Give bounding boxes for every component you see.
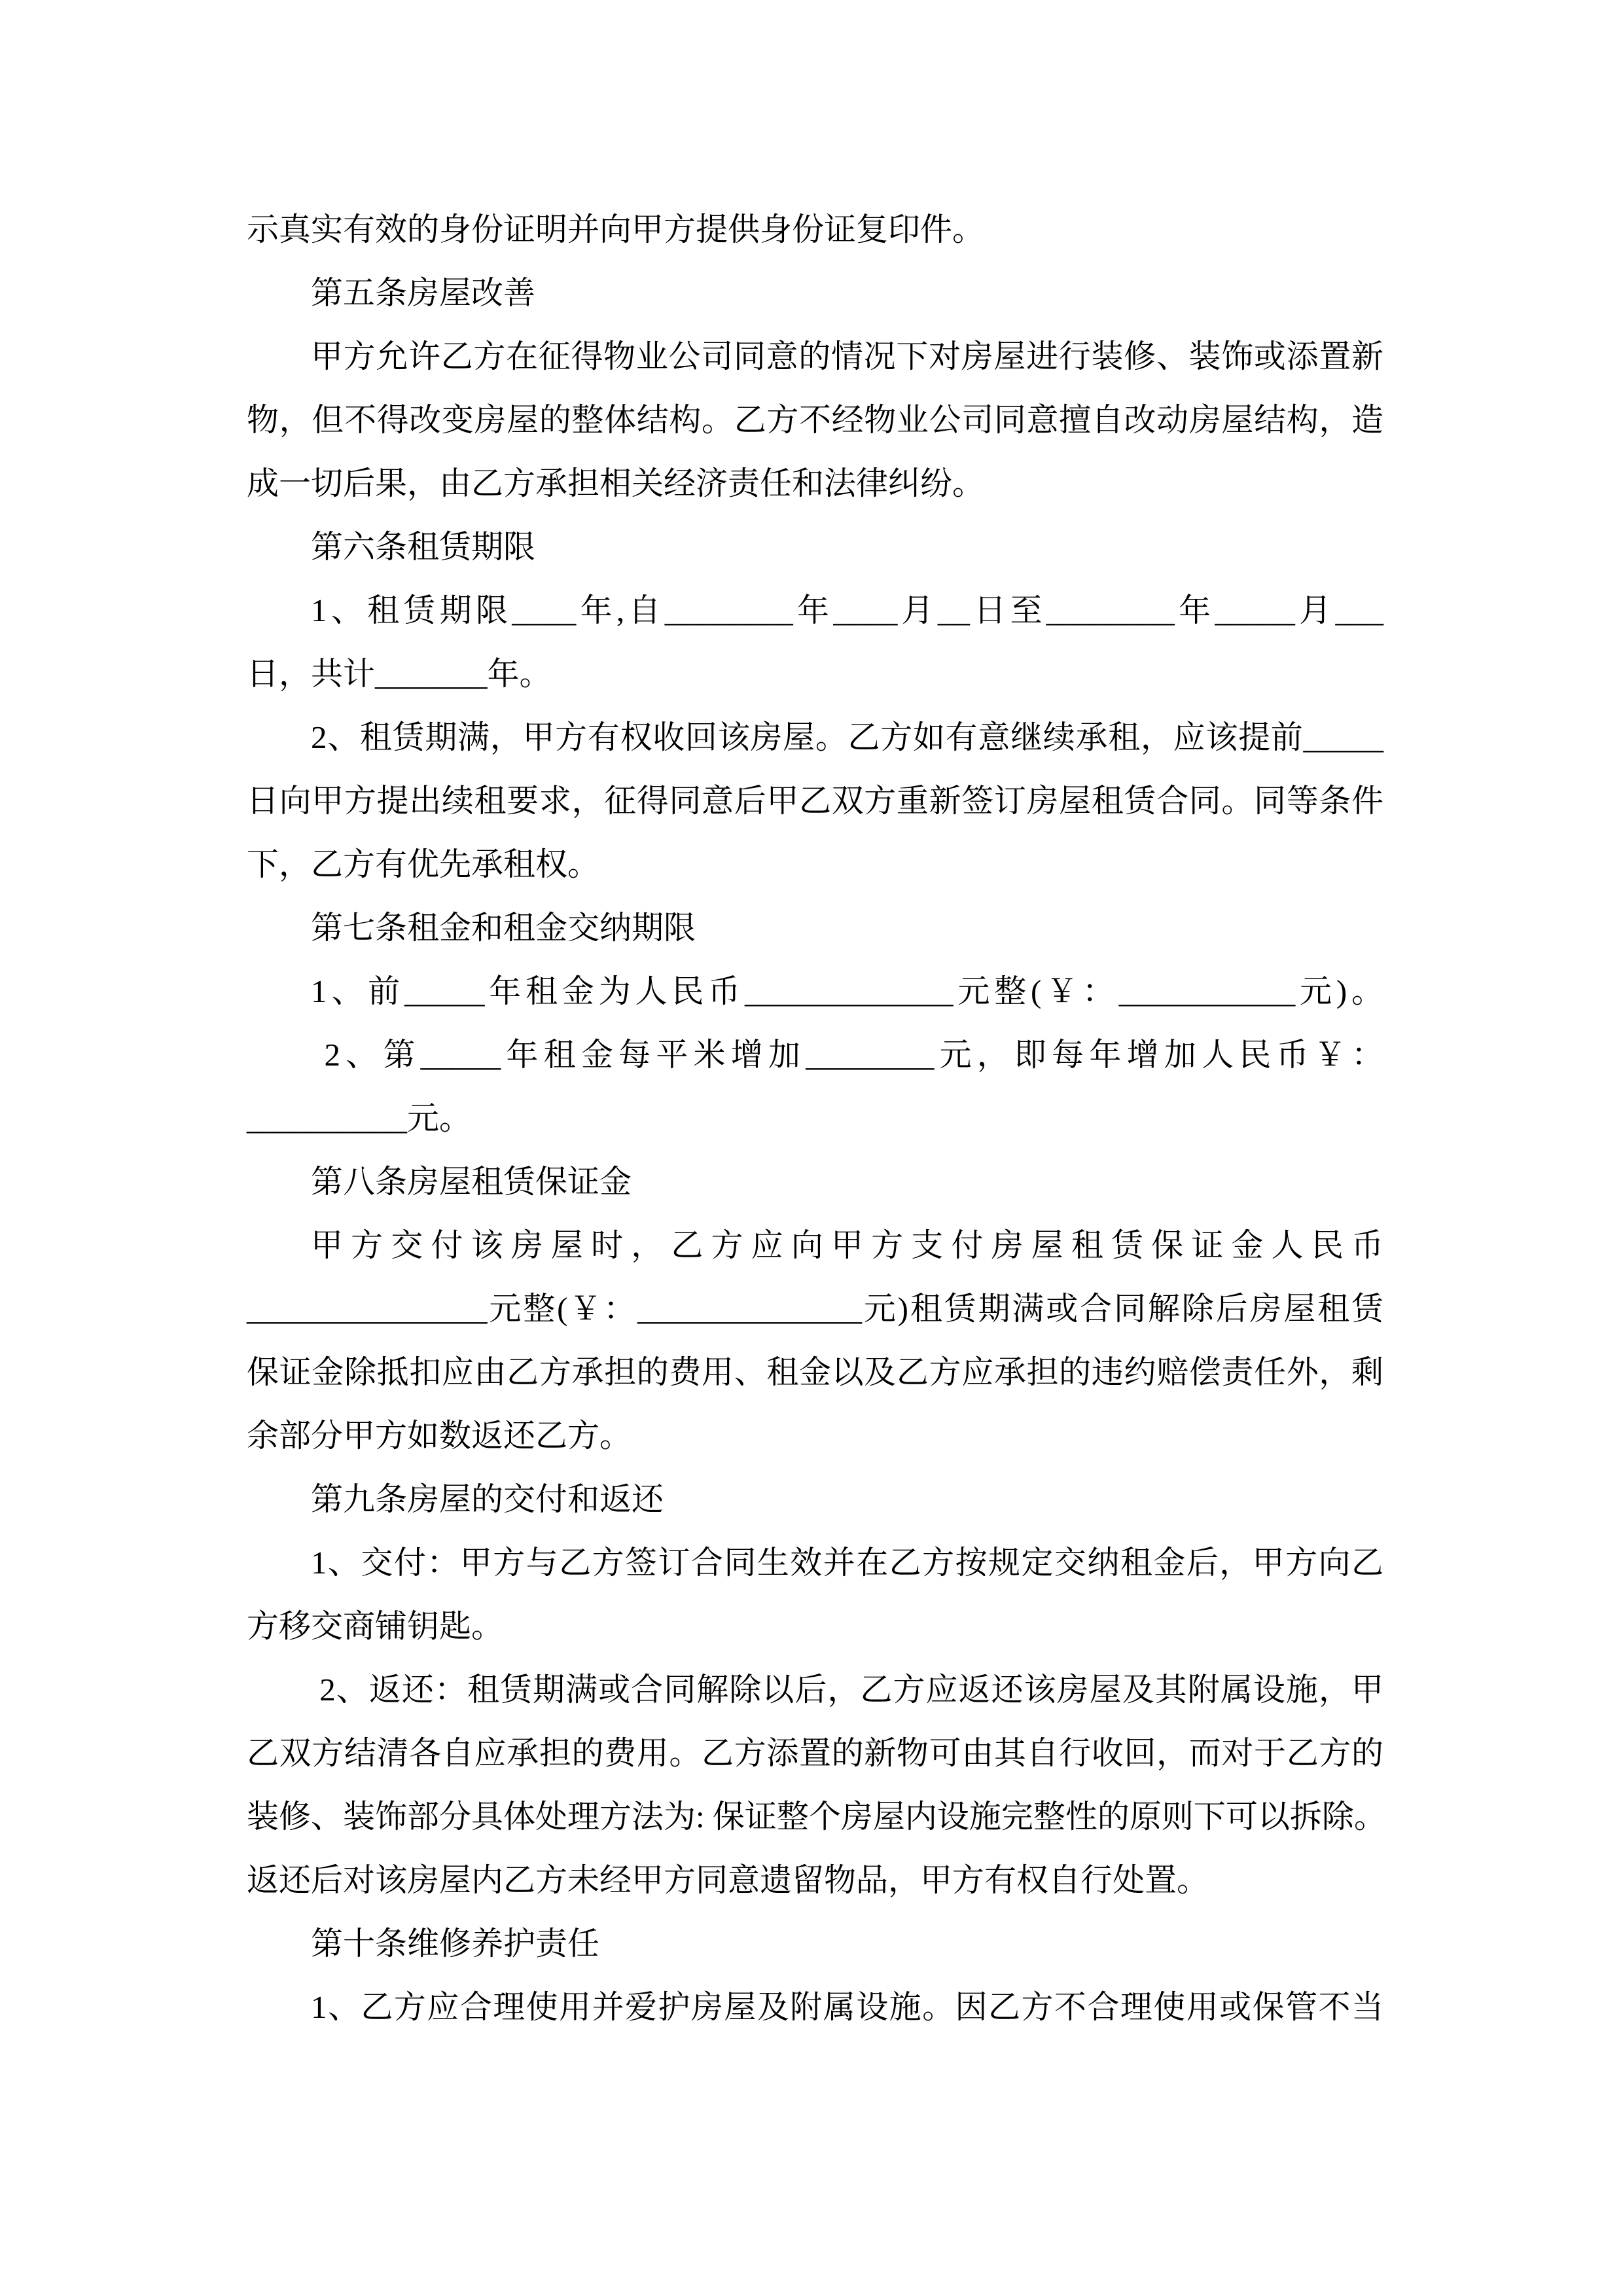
- paragraph-line: 甲方交付该房屋时，乙方应向甲方支付房屋租赁保证金人民币: [311, 1227, 1383, 1263]
- paragraph-line: 下，乙方有优先承租权。: [247, 846, 600, 882]
- paragraph-line: 1、租赁期限____年,自________年____月__日至________年_____月___: [311, 592, 1383, 628]
- clause-8-heading: 第八条房屋租赁保证金: [311, 1164, 632, 1200]
- paragraph-line: 2、第_____年租金每平米增加________元，即每年增加人民币￥：: [311, 1037, 1383, 1073]
- paragraph-line: 2、返还：租赁期满或合同解除以后，乙方应返还该房屋及其附属设施，甲: [311, 1672, 1383, 1708]
- paragraph-line: 保证金除抵扣应由乙方承担的费用、租金以及乙方应承担的违约赔偿责任外，剩: [247, 1354, 1383, 1390]
- paragraph-line: _______________元整(￥：______________元)租赁期满或合同解除后房屋租赁: [247, 1291, 1383, 1327]
- clause-9-heading: 第九条房屋的交付和返还: [311, 1481, 664, 1517]
- paragraph-line: 物，但不得改变房屋的整体结构。乙方不经物业公司同意擅自改动房屋结构，造: [247, 402, 1383, 438]
- paragraph-line: __________元。: [247, 1100, 472, 1136]
- contract-body: [247, 198, 1386, 2039]
- clause-10-heading: 第十条维修养护责任: [311, 1926, 600, 1962]
- paragraph-line: 返还后对该房屋内乙方未经甲方同意遗留物品，甲方有权自行处置。: [247, 1862, 1209, 1898]
- paragraph-line: 装修、装饰部分具体处理方法为: 保证整个房屋内设施完整性的原则下可以拆除。: [247, 1799, 1386, 1835]
- paragraph-line: 1、交付：甲方与乙方签订合同生效并在乙方按规定交纳租金后，甲方向乙: [311, 1545, 1383, 1581]
- paragraph-line: 成一切后果，由乙方承担相关经济责任和法律纠纷。: [247, 465, 985, 501]
- paragraph-line: 甲方允许乙方在征得物业公司同意的情况下对房屋进行装修、装饰或添置新: [311, 338, 1383, 374]
- paragraph-line: 方移交商铺钥匙。: [247, 1608, 504, 1644]
- paragraph-line: 乙双方结清各自应承担的费用。乙方添置的新物可由其自行收回，而对于乙方的: [247, 1735, 1383, 1771]
- paragraph-line: 日向甲方提出续租要求，征得同意后甲乙双方重新签订房屋租赁合同。同等条件: [247, 783, 1383, 819]
- paragraph-line: 1、前_____年租金为人民币_____________元整(￥：___________元)。: [311, 973, 1383, 1009]
- paragraph-line: 2、租赁期满，甲方有权收回该房屋。乙方如有意继续承租，应该提前_____: [311, 719, 1383, 755]
- paragraph-line: 1、乙方应合理使用并爱护房屋及附属设施。因乙方不合理使用或保管不当: [311, 1989, 1383, 2025]
- paragraph-line: 示真实有效的身份证明并向甲方提供身份证复印件。: [247, 211, 985, 247]
- clause-7-heading: 第七条租金和租金交纳期限: [311, 910, 696, 946]
- paragraph-line: 余部分甲方如数返还乙方。: [247, 1418, 632, 1454]
- clause-5-heading: 第五条房屋改善: [311, 275, 536, 311]
- paragraph-line: 日，共计_______年。: [247, 656, 552, 692]
- clause-6-heading: 第六条租赁期限: [311, 529, 536, 565]
